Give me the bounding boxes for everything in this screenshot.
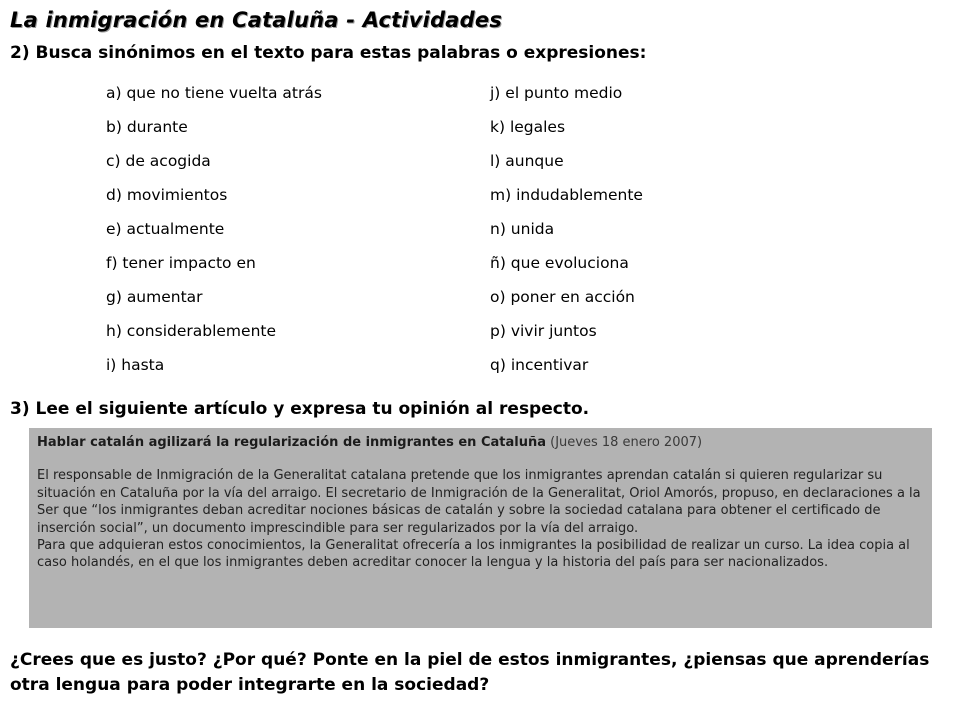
list-item: g) aumentar — [106, 288, 203, 306]
list-item: m) indudablemente — [490, 186, 643, 204]
list-item: i) hasta — [106, 356, 165, 374]
list-item: o) poner en acción — [490, 288, 635, 306]
synonyms-list-right — [490, 80, 643, 386]
list-item: a) que no tiene vuelta atrás — [106, 84, 322, 102]
list-item: e) actualmente — [106, 220, 225, 238]
list-item: h) considerablemente — [106, 322, 277, 340]
article-header — [37, 434, 924, 451]
article-title: Hablar catalán agilizará la regularización de inmigrantes en Cataluña — [37, 435, 546, 450]
list-item: c) de acogida — [106, 152, 211, 170]
article-date: (Jueves 18 enero 2007) — [550, 435, 703, 450]
page-title: La inmigración en Cataluña - Actividades — [10, 8, 503, 32]
list-item: n) unida — [490, 220, 555, 238]
article-paragraph: El responsable de Inmigración de la Generalitat catalana pretende que los inmigrantes aprendan catalán si quieren regularizar su situación en Cataluña por la vía del arraigo. El secretario de Inmigración de la Generalitat, Oriol Amorós, propuso, en declaraciones a la Ser que “los inmigrantes deban acreditar nociones básicas de catalán y sobre la sociedad catalana para obtener el certificado de inserción social”, un documento imprescindible para ser regularizados por la vía del arraigo. — [37, 468, 921, 536]
list-item: l) aunque — [490, 152, 564, 170]
list-item: ñ) que evoluciona — [490, 254, 629, 272]
list-item: f) tener impacto en — [106, 254, 256, 272]
list-item: d) movimientos — [106, 186, 228, 204]
article-paragraph: Para que adquieran estos conocimientos, la Generalitat ofrecería a los inmigrantes la posibilidad de realizar un curso. La idea copia al caso holandés, en el que los inmigrantes deben acreditar conocer la lengua y la historia del país para ser nacionalizados. — [37, 538, 910, 571]
list-item: q) incentivar — [490, 356, 589, 374]
closing-question: ¿Crees que es justo? ¿Por qué? Ponte en la piel de estos inmigrantes, ¿piensas que aprenderías otra lengua para poder integrarte en la sociedad? — [10, 650, 930, 695]
list-item: p) vivir juntos — [490, 322, 597, 340]
exercise-3-heading: 3) Lee el siguiente artículo y expresa tu opinión al respecto. — [10, 399, 590, 419]
synonyms-list-left — [106, 80, 322, 386]
list-item: j) el punto medio — [490, 84, 623, 102]
list-item: b) durante — [106, 118, 188, 136]
exercise-2-heading: 2) Busca sinónimos en el texto para estas palabras o expresiones: — [10, 43, 647, 63]
article-box — [29, 428, 932, 628]
list-item: k) legales — [490, 118, 566, 136]
